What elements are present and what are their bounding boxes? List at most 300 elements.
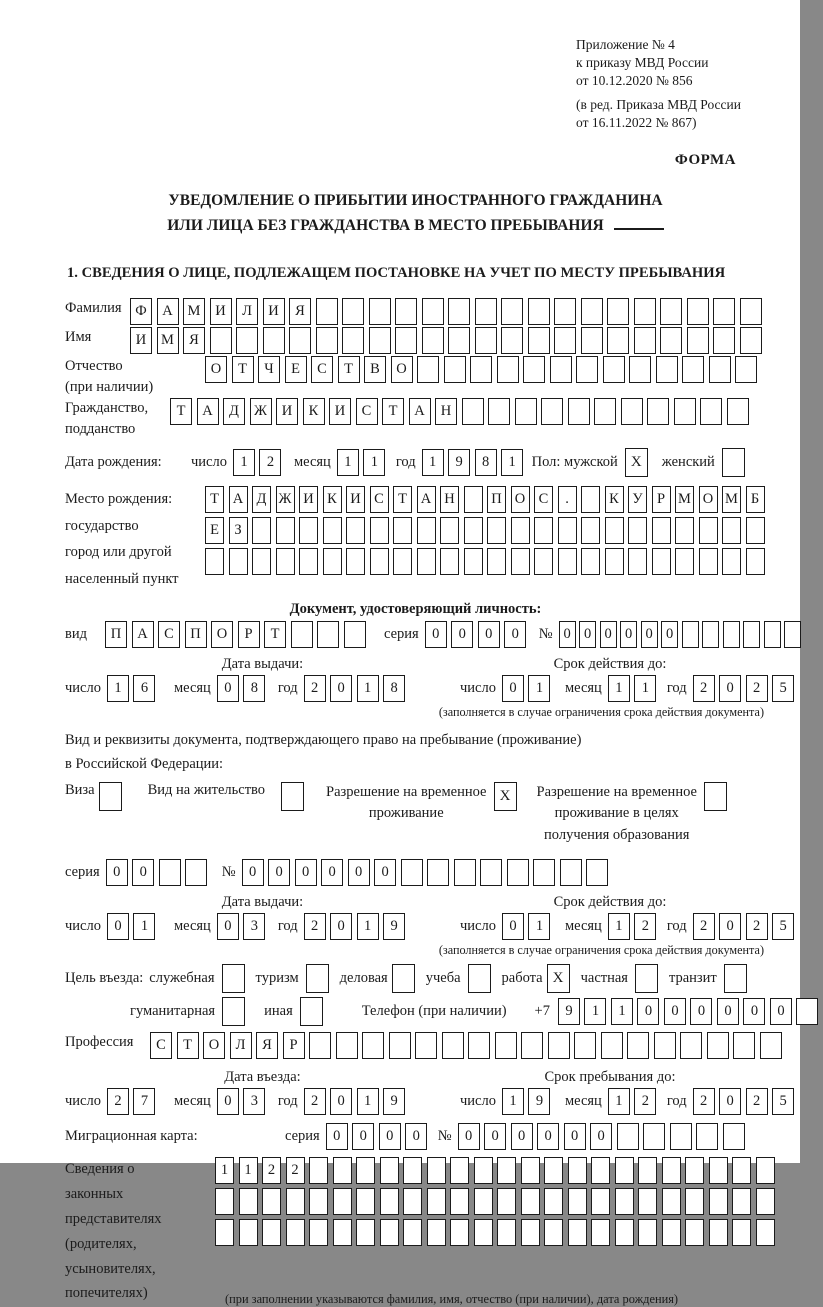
char-cell[interactable] — [601, 1032, 623, 1059]
char-cell[interactable]: 0 — [559, 621, 576, 648]
char-cell[interactable]: 2 — [304, 675, 326, 702]
char-cell[interactable]: А — [417, 486, 436, 513]
char-cell[interactable] — [403, 1219, 422, 1246]
char-cell[interactable]: О — [203, 1032, 225, 1059]
char-cell[interactable] — [474, 1219, 493, 1246]
char-cell[interactable]: 0 — [717, 998, 739, 1025]
char-cell[interactable]: 9 — [528, 1088, 550, 1115]
char-cell[interactable] — [205, 548, 224, 575]
char-cell[interactable]: 8 — [243, 675, 265, 702]
char-cell[interactable]: Ж — [276, 486, 295, 513]
char-cell[interactable]: 0 — [132, 859, 154, 886]
char-cell[interactable]: 1 — [215, 1157, 234, 1184]
sex-female-checkbox[interactable] — [722, 448, 745, 477]
char-cell[interactable] — [470, 356, 492, 383]
char-cell[interactable] — [568, 1157, 587, 1184]
char-cell[interactable] — [521, 1157, 540, 1184]
char-cell[interactable] — [344, 621, 366, 648]
char-cell[interactable]: Е — [285, 356, 307, 383]
char-cell[interactable] — [291, 621, 313, 648]
char-cell[interactable] — [333, 1188, 352, 1215]
char-cell[interactable] — [685, 1219, 704, 1246]
char-cell[interactable] — [581, 517, 600, 544]
char-cell[interactable] — [733, 1032, 755, 1059]
temp-permit-checkbox[interactable]: X — [494, 782, 517, 811]
char-cell[interactable]: 3 — [243, 913, 265, 940]
char-cell[interactable] — [628, 548, 647, 575]
char-cell[interactable] — [634, 327, 656, 354]
char-cell[interactable]: 0 — [579, 621, 596, 648]
char-cell[interactable]: 6 — [133, 675, 155, 702]
char-cell[interactable] — [675, 548, 694, 575]
char-cell[interactable] — [370, 548, 389, 575]
char-cell[interactable] — [316, 327, 338, 354]
char-cell[interactable]: 2 — [286, 1157, 305, 1184]
char-cell[interactable]: К — [323, 486, 342, 513]
char-cell[interactable]: 0 — [242, 859, 264, 886]
char-cell[interactable]: 0 — [620, 621, 637, 648]
char-cell[interactable]: А — [409, 398, 431, 425]
char-cell[interactable]: О — [211, 621, 233, 648]
char-cell[interactable] — [333, 1157, 352, 1184]
char-cell[interactable]: 0 — [502, 913, 524, 940]
char-cell[interactable]: 0 — [504, 621, 526, 648]
char-cell[interactable]: 2 — [259, 449, 281, 476]
char-cell[interactable] — [607, 327, 629, 354]
char-cell[interactable] — [289, 327, 311, 354]
char-cell[interactable]: 0 — [770, 998, 792, 1025]
char-cell[interactable]: И — [210, 298, 232, 325]
char-cell[interactable] — [764, 621, 781, 648]
char-cell[interactable] — [627, 1032, 649, 1059]
char-cell[interactable] — [393, 548, 412, 575]
char-cell[interactable] — [450, 1188, 469, 1215]
char-cell[interactable]: 2 — [693, 1088, 715, 1115]
char-cell[interactable]: Н — [435, 398, 457, 425]
char-cell[interactable] — [591, 1219, 610, 1246]
char-cell[interactable] — [464, 486, 483, 513]
char-cell[interactable] — [415, 1032, 437, 1059]
char-cell[interactable] — [700, 398, 722, 425]
char-cell[interactable]: А — [157, 298, 179, 325]
char-cell[interactable] — [740, 327, 762, 354]
char-cell[interactable] — [699, 548, 718, 575]
purpose-other-checkbox[interactable] — [300, 997, 323, 1026]
char-cell[interactable] — [534, 517, 553, 544]
char-cell[interactable]: О — [511, 486, 530, 513]
char-cell[interactable] — [393, 517, 412, 544]
char-cell[interactable] — [323, 517, 342, 544]
char-cell[interactable] — [448, 298, 470, 325]
char-cell[interactable] — [487, 517, 506, 544]
char-cell[interactable] — [342, 298, 364, 325]
char-cell[interactable] — [427, 859, 449, 886]
edu-permit-checkbox[interactable] — [704, 782, 727, 811]
char-cell[interactable]: 9 — [558, 998, 580, 1025]
char-cell[interactable]: 8 — [475, 449, 497, 476]
char-cell[interactable] — [544, 1188, 563, 1215]
sex-male-checkbox[interactable]: X — [625, 448, 648, 477]
char-cell[interactable]: К — [303, 398, 325, 425]
char-cell[interactable] — [299, 517, 318, 544]
char-cell[interactable] — [670, 1123, 692, 1150]
char-cell[interactable]: 2 — [693, 913, 715, 940]
char-cell[interactable] — [605, 517, 624, 544]
char-cell[interactable] — [544, 1219, 563, 1246]
char-cell[interactable] — [487, 548, 506, 575]
char-cell[interactable]: А — [132, 621, 154, 648]
char-cell[interactable]: 0 — [295, 859, 317, 886]
char-cell[interactable]: И — [130, 327, 152, 354]
char-cell[interactable]: 2 — [262, 1157, 281, 1184]
char-cell[interactable] — [369, 298, 391, 325]
char-cell[interactable] — [464, 517, 483, 544]
char-cell[interactable] — [444, 356, 466, 383]
char-cell[interactable]: 3 — [243, 1088, 265, 1115]
char-cell[interactable] — [309, 1157, 328, 1184]
char-cell[interactable]: 0 — [600, 621, 617, 648]
char-cell[interactable] — [709, 1157, 728, 1184]
char-cell[interactable]: 0 — [321, 859, 343, 886]
char-cell[interactable]: 0 — [330, 913, 352, 940]
char-cell[interactable] — [685, 1157, 704, 1184]
char-cell[interactable]: 1 — [528, 913, 550, 940]
char-cell[interactable] — [662, 1188, 681, 1215]
char-cell[interactable] — [662, 1219, 681, 1246]
char-cell[interactable] — [475, 327, 497, 354]
char-cell[interactable] — [417, 548, 436, 575]
char-cell[interactable]: 7 — [133, 1088, 155, 1115]
char-cell[interactable]: 2 — [693, 675, 715, 702]
char-cell[interactable]: Р — [652, 486, 671, 513]
char-cell[interactable] — [727, 398, 749, 425]
char-cell[interactable]: 0 — [217, 1088, 239, 1115]
char-cell[interactable] — [417, 356, 439, 383]
char-cell[interactable]: 0 — [664, 998, 686, 1025]
char-cell[interactable] — [615, 1188, 634, 1215]
char-cell[interactable]: 1 — [502, 1088, 524, 1115]
purpose-work-checkbox[interactable]: X — [547, 964, 570, 993]
char-cell[interactable]: Т — [264, 621, 286, 648]
char-cell[interactable] — [427, 1157, 446, 1184]
char-cell[interactable]: Т — [393, 486, 412, 513]
char-cell[interactable] — [576, 356, 598, 383]
char-cell[interactable] — [468, 1032, 490, 1059]
char-cell[interactable] — [746, 548, 765, 575]
char-cell[interactable]: 0 — [719, 675, 741, 702]
char-cell[interactable]: 0 — [637, 998, 659, 1025]
char-cell[interactable]: Р — [238, 621, 260, 648]
char-cell[interactable]: 2 — [304, 913, 326, 940]
char-cell[interactable]: Т — [338, 356, 360, 383]
char-cell[interactable]: 0 — [743, 998, 765, 1025]
char-cell[interactable]: . — [558, 486, 577, 513]
char-cell[interactable]: Ф — [130, 298, 152, 325]
char-cell[interactable]: Я — [256, 1032, 278, 1059]
char-cell[interactable]: А — [229, 486, 248, 513]
char-cell[interactable] — [647, 398, 669, 425]
char-cell[interactable]: Я — [183, 327, 205, 354]
char-cell[interactable] — [652, 517, 671, 544]
char-cell[interactable]: 8 — [383, 675, 405, 702]
char-cell[interactable] — [286, 1219, 305, 1246]
char-cell[interactable] — [591, 1157, 610, 1184]
char-cell[interactable] — [369, 327, 391, 354]
char-cell[interactable] — [638, 1188, 657, 1215]
char-cell[interactable] — [480, 859, 502, 886]
char-cell[interactable]: Б — [746, 486, 765, 513]
char-cell[interactable]: 0 — [641, 621, 658, 648]
char-cell[interactable] — [628, 517, 647, 544]
char-cell[interactable]: 1 — [357, 913, 379, 940]
char-cell[interactable] — [654, 1032, 676, 1059]
char-cell[interactable] — [497, 1219, 516, 1246]
char-cell[interactable]: Т — [170, 398, 192, 425]
char-cell[interactable]: 5 — [772, 675, 794, 702]
char-cell[interactable]: С — [158, 621, 180, 648]
char-cell[interactable] — [615, 1219, 634, 1246]
char-cell[interactable]: М — [183, 298, 205, 325]
char-cell[interactable] — [638, 1219, 657, 1246]
char-cell[interactable] — [568, 1188, 587, 1215]
char-cell[interactable] — [568, 398, 590, 425]
char-cell[interactable] — [581, 298, 603, 325]
char-cell[interactable]: 0 — [690, 998, 712, 1025]
char-cell[interactable] — [501, 327, 523, 354]
char-cell[interactable] — [574, 1032, 596, 1059]
char-cell[interactable] — [507, 859, 529, 886]
char-cell[interactable] — [682, 621, 699, 648]
char-cell[interactable]: 0 — [451, 621, 473, 648]
char-cell[interactable]: 2 — [634, 1088, 656, 1115]
char-cell[interactable] — [342, 327, 364, 354]
char-cell[interactable] — [615, 1157, 634, 1184]
char-cell[interactable] — [603, 356, 625, 383]
char-cell[interactable]: 1 — [233, 449, 255, 476]
char-cell[interactable]: 0 — [330, 1088, 352, 1115]
char-cell[interactable] — [440, 517, 459, 544]
char-cell[interactable] — [262, 1219, 281, 1246]
char-cell[interactable]: 1 — [357, 1088, 379, 1115]
char-cell[interactable] — [511, 548, 530, 575]
char-cell[interactable] — [362, 1032, 384, 1059]
char-cell[interactable] — [422, 327, 444, 354]
char-cell[interactable]: 0 — [425, 621, 447, 648]
char-cell[interactable] — [501, 298, 523, 325]
char-cell[interactable]: 1 — [528, 675, 550, 702]
char-cell[interactable] — [346, 517, 365, 544]
char-cell[interactable]: А — [197, 398, 219, 425]
char-cell[interactable] — [511, 517, 530, 544]
char-cell[interactable] — [554, 298, 576, 325]
char-cell[interactable] — [427, 1219, 446, 1246]
char-cell[interactable] — [239, 1219, 258, 1246]
char-cell[interactable] — [380, 1157, 399, 1184]
char-cell[interactable]: Л — [236, 298, 258, 325]
char-cell[interactable] — [495, 1032, 517, 1059]
char-cell[interactable] — [521, 1188, 540, 1215]
char-cell[interactable] — [554, 327, 576, 354]
char-cell[interactable] — [309, 1188, 328, 1215]
char-cell[interactable] — [316, 298, 338, 325]
char-cell[interactable] — [594, 398, 616, 425]
char-cell[interactable] — [528, 298, 550, 325]
char-cell[interactable]: 1 — [363, 449, 385, 476]
char-cell[interactable]: Л — [230, 1032, 252, 1059]
char-cell[interactable] — [464, 548, 483, 575]
char-cell[interactable]: С — [356, 398, 378, 425]
char-cell[interactable]: В — [364, 356, 386, 383]
char-cell[interactable]: 0 — [352, 1123, 374, 1150]
char-cell[interactable] — [660, 327, 682, 354]
char-cell[interactable]: С — [534, 486, 553, 513]
char-cell[interactable] — [699, 517, 718, 544]
char-cell[interactable] — [356, 1188, 375, 1215]
char-cell[interactable] — [442, 1032, 464, 1059]
char-cell[interactable]: М — [722, 486, 741, 513]
char-cell[interactable]: М — [675, 486, 694, 513]
char-cell[interactable]: 1 — [608, 913, 630, 940]
char-cell[interactable] — [674, 398, 696, 425]
char-cell[interactable] — [743, 621, 760, 648]
char-cell[interactable] — [541, 398, 563, 425]
char-cell[interactable] — [521, 1219, 540, 1246]
char-cell[interactable] — [722, 517, 741, 544]
char-cell[interactable] — [210, 327, 232, 354]
char-cell[interactable] — [629, 356, 651, 383]
char-cell[interactable]: 9 — [448, 449, 470, 476]
char-cell[interactable]: 9 — [383, 913, 405, 940]
purpose-humanitarian-checkbox[interactable] — [222, 997, 245, 1026]
purpose-tourism-checkbox[interactable] — [306, 964, 329, 993]
char-cell[interactable] — [581, 548, 600, 575]
char-cell[interactable]: И — [276, 398, 298, 425]
char-cell[interactable]: Ж — [250, 398, 272, 425]
char-cell[interactable]: К — [605, 486, 624, 513]
char-cell[interactable] — [709, 1219, 728, 1246]
char-cell[interactable]: П — [105, 621, 127, 648]
char-cell[interactable]: О — [391, 356, 413, 383]
char-cell[interactable] — [448, 327, 470, 354]
char-cell[interactable] — [581, 486, 600, 513]
char-cell[interactable] — [740, 298, 762, 325]
char-cell[interactable] — [475, 298, 497, 325]
char-cell[interactable] — [497, 356, 519, 383]
char-cell[interactable] — [796, 998, 818, 1025]
char-cell[interactable] — [236, 327, 258, 354]
char-cell[interactable] — [621, 398, 643, 425]
char-cell[interactable] — [662, 1157, 681, 1184]
char-cell[interactable] — [252, 517, 271, 544]
char-cell[interactable] — [450, 1219, 469, 1246]
char-cell[interactable]: 1 — [422, 449, 444, 476]
char-cell[interactable]: Р — [283, 1032, 305, 1059]
char-cell[interactable]: 0 — [379, 1123, 401, 1150]
char-cell[interactable]: 0 — [106, 859, 128, 886]
char-cell[interactable] — [333, 1219, 352, 1246]
char-cell[interactable]: 2 — [746, 1088, 768, 1115]
char-cell[interactable] — [756, 1157, 775, 1184]
char-cell[interactable] — [605, 548, 624, 575]
char-cell[interactable] — [709, 356, 731, 383]
char-cell[interactable] — [707, 1032, 729, 1059]
char-cell[interactable] — [356, 1157, 375, 1184]
purpose-transit-checkbox[interactable] — [724, 964, 747, 993]
char-cell[interactable] — [215, 1219, 234, 1246]
char-cell[interactable] — [403, 1157, 422, 1184]
char-cell[interactable] — [638, 1157, 657, 1184]
char-cell[interactable]: 0 — [405, 1123, 427, 1150]
char-cell[interactable]: Д — [223, 398, 245, 425]
char-cell[interactable]: Д — [252, 486, 271, 513]
char-cell[interactable]: 1 — [608, 675, 630, 702]
char-cell[interactable] — [558, 517, 577, 544]
char-cell[interactable]: 0 — [590, 1123, 612, 1150]
char-cell[interactable] — [746, 517, 765, 544]
char-cell[interactable]: 0 — [719, 1088, 741, 1115]
char-cell[interactable] — [497, 1157, 516, 1184]
char-cell[interactable] — [474, 1157, 493, 1184]
char-cell[interactable]: 0 — [478, 621, 500, 648]
char-cell[interactable] — [548, 1032, 570, 1059]
visa-checkbox[interactable] — [99, 782, 122, 811]
char-cell[interactable]: У — [628, 486, 647, 513]
char-cell[interactable]: 0 — [217, 913, 239, 940]
char-cell[interactable]: Т — [205, 486, 224, 513]
char-cell[interactable]: 1 — [133, 913, 155, 940]
char-cell[interactable]: 0 — [217, 675, 239, 702]
char-cell[interactable] — [262, 1188, 281, 1215]
char-cell[interactable] — [276, 517, 295, 544]
char-cell[interactable] — [185, 859, 207, 886]
char-cell[interactable] — [723, 621, 740, 648]
char-cell[interactable]: С — [150, 1032, 172, 1059]
char-cell[interactable]: 0 — [661, 621, 678, 648]
purpose-commercial-checkbox[interactable] — [392, 964, 415, 993]
char-cell[interactable] — [346, 548, 365, 575]
char-cell[interactable] — [560, 859, 582, 886]
char-cell[interactable]: 2 — [634, 913, 656, 940]
char-cell[interactable] — [581, 327, 603, 354]
char-cell[interactable] — [523, 356, 545, 383]
char-cell[interactable] — [756, 1188, 775, 1215]
char-cell[interactable] — [356, 1219, 375, 1246]
char-cell[interactable] — [309, 1032, 331, 1059]
char-cell[interactable] — [784, 621, 801, 648]
purpose-business-checkbox[interactable] — [222, 964, 245, 993]
char-cell[interactable]: 5 — [772, 913, 794, 940]
char-cell[interactable] — [276, 548, 295, 575]
char-cell[interactable]: 1 — [501, 449, 523, 476]
char-cell[interactable]: И — [299, 486, 318, 513]
char-cell[interactable]: 0 — [326, 1123, 348, 1150]
char-cell[interactable] — [760, 1032, 782, 1059]
char-cell[interactable] — [521, 1032, 543, 1059]
char-cell[interactable] — [528, 327, 550, 354]
char-cell[interactable]: М — [157, 327, 179, 354]
char-cell[interactable] — [656, 356, 678, 383]
char-cell[interactable] — [696, 1123, 718, 1150]
char-cell[interactable]: С — [311, 356, 333, 383]
char-cell[interactable] — [422, 298, 444, 325]
char-cell[interactable]: 0 — [484, 1123, 506, 1150]
char-cell[interactable]: 1 — [611, 998, 633, 1025]
char-cell[interactable]: С — [370, 486, 389, 513]
char-cell[interactable] — [239, 1188, 258, 1215]
char-cell[interactable]: Е — [205, 517, 224, 544]
char-cell[interactable] — [229, 548, 248, 575]
char-cell[interactable] — [427, 1188, 446, 1215]
